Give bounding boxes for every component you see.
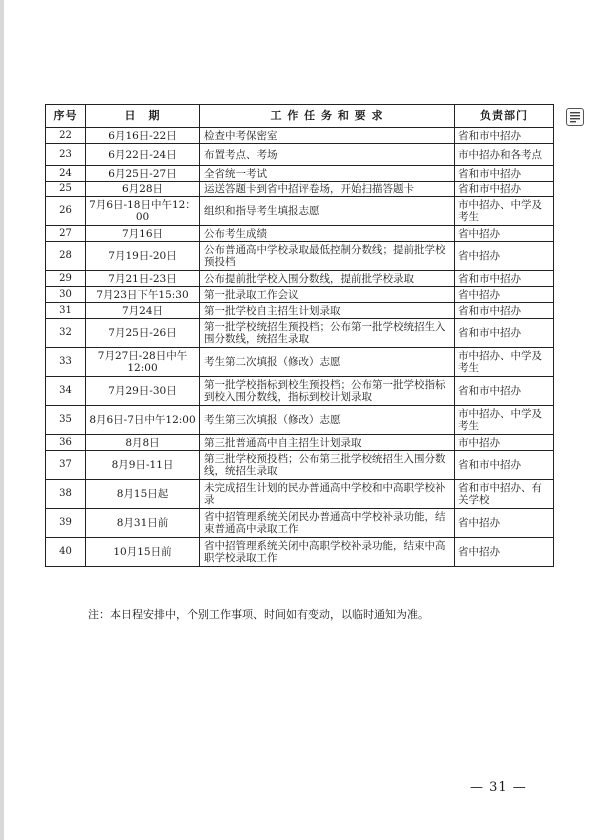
document-list-icon[interactable] xyxy=(566,108,584,126)
row-department: 市中招办和各考点 xyxy=(455,144,554,166)
table-row xyxy=(46,348,554,377)
row-department: 省和市中招办 xyxy=(455,303,554,319)
row-department: 省和市中招办 xyxy=(455,319,554,348)
table-row xyxy=(46,242,554,271)
row-task: 第三批学校预投档；公布第三批学校统招生入围分数线，统招生录取 xyxy=(200,451,455,480)
row-date: 6月28日 xyxy=(86,182,200,197)
row-number: 36 xyxy=(46,435,86,451)
row-number: 25 xyxy=(46,182,86,197)
row-task: 全省统一考试 xyxy=(200,166,455,182)
row-date: 7月27日-28日中午12:00 xyxy=(86,348,200,377)
table-row xyxy=(46,451,554,480)
table-row xyxy=(46,271,554,287)
table-row xyxy=(46,128,554,144)
row-date: 8月6日-7日中午12:00 xyxy=(86,406,200,435)
row-task: 第一批学校统招生预投档；公布第一批学校统招生入围分数线，统招生录取 xyxy=(200,319,455,348)
row-department: 省中招办 xyxy=(455,226,554,242)
table-row xyxy=(46,182,554,197)
table-row xyxy=(46,319,554,348)
row-number: 31 xyxy=(46,303,86,319)
row-task: 公布普通高中学校录取最低控制分数线；提前批学校预投档 xyxy=(200,242,455,271)
row-department: 省和市中招办 xyxy=(455,182,554,197)
row-task: 第一批学校指标到校生预投档；公布第一批学校指标到校入围分数线，指标到校计划录取 xyxy=(200,377,455,406)
header-date: 日 期 xyxy=(86,105,200,128)
header-no: 序号 xyxy=(46,105,86,128)
row-task: 考生第三次填报（修改）志愿 xyxy=(200,406,455,435)
row-task: 检查中考保密室 xyxy=(200,128,455,144)
row-number: 22 xyxy=(46,128,86,144)
row-department: 省和市中招办 xyxy=(455,166,554,182)
row-department: 省中招办 xyxy=(455,538,554,567)
table-row xyxy=(46,303,554,319)
row-date: 6月25日-27日 xyxy=(86,166,200,182)
page-edge xyxy=(0,0,4,840)
row-task: 组织和指导考生填报志愿 xyxy=(200,197,455,226)
row-task: 考生第二次填报（修改）志愿 xyxy=(200,348,455,377)
row-date: 7月25日-26日 xyxy=(86,319,200,348)
row-date: 7月23日下午15:30 xyxy=(86,287,200,303)
row-department: 省和市中招办、有关学校 xyxy=(455,480,554,509)
table-body xyxy=(46,128,554,567)
row-number: 33 xyxy=(46,348,86,377)
row-task: 省中招管理系统关闭民办普通高中学校补录功能，结束普通高中录取工作 xyxy=(200,509,455,538)
row-task: 第一批学校自主招生计划录取 xyxy=(200,303,455,319)
row-number: 34 xyxy=(46,377,86,406)
row-date: 6月22日-24日 xyxy=(86,144,200,166)
row-number: 29 xyxy=(46,271,86,287)
table-row xyxy=(46,509,554,538)
row-department: 市中招办 xyxy=(455,435,554,451)
table-row xyxy=(46,287,554,303)
row-date: 8月9日-11日 xyxy=(86,451,200,480)
row-date: 10月15日前 xyxy=(86,538,200,567)
row-task: 第一批录取工作会议 xyxy=(200,287,455,303)
table-row xyxy=(46,480,554,509)
row-date: 8月31日前 xyxy=(86,509,200,538)
table-row xyxy=(46,226,554,242)
row-department: 市中招办、中学及考生 xyxy=(455,197,554,226)
row-department: 省和市中招办 xyxy=(455,271,554,287)
row-date: 7月6日-18日中午12：00 xyxy=(86,197,200,226)
row-task: 未完成招生计划的民办普通高中学校和中高职学校补录 xyxy=(200,480,455,509)
row-department: 省中招办 xyxy=(455,287,554,303)
header-task: 工 作 任 务 和 要 求 xyxy=(200,105,455,128)
row-date: 7月29日-30日 xyxy=(86,377,200,406)
row-number: 23 xyxy=(46,144,86,166)
row-number: 40 xyxy=(46,538,86,567)
row-number: 38 xyxy=(46,480,86,509)
row-date: 7月24日 xyxy=(86,303,200,319)
table-header-row xyxy=(46,105,554,128)
page-number: — 31 — xyxy=(470,780,527,795)
row-number: 30 xyxy=(46,287,86,303)
row-task: 省中招管理系统关闭中高职学校补录功能，结束中高职学校录取工作 xyxy=(200,538,455,567)
row-number: 28 xyxy=(46,242,86,271)
row-number: 35 xyxy=(46,406,86,435)
row-department: 省中招办 xyxy=(455,509,554,538)
row-number: 24 xyxy=(46,166,86,182)
row-number: 26 xyxy=(46,197,86,226)
row-number: 37 xyxy=(46,451,86,480)
table-row xyxy=(46,377,554,406)
row-date: 7月21日-23日 xyxy=(86,271,200,287)
row-date: 7月19日-20日 xyxy=(86,242,200,271)
row-department: 市中招办、中学及考生 xyxy=(455,348,554,377)
row-date: 8月15日起 xyxy=(86,480,200,509)
footnote: 注：本日程安排中，个别工作事项、时间如有变动，以临时通知为准。 xyxy=(88,608,429,621)
table-row xyxy=(46,144,554,166)
row-department: 省中招办 xyxy=(455,242,554,271)
row-date: 8月8日 xyxy=(86,435,200,451)
table-row xyxy=(46,406,554,435)
schedule-table xyxy=(45,104,554,567)
row-date: 7月16日 xyxy=(86,226,200,242)
row-department: 省和市中招办 xyxy=(455,451,554,480)
row-date: 6月16日-22日 xyxy=(86,128,200,144)
row-department: 市中招办、中学及考生 xyxy=(455,406,554,435)
row-department: 省和市中招办 xyxy=(455,377,554,406)
row-number: 32 xyxy=(46,319,86,348)
row-task: 公布考生成绩 xyxy=(200,226,455,242)
table-row xyxy=(46,197,554,226)
table-row xyxy=(46,538,554,567)
row-number: 27 xyxy=(46,226,86,242)
row-task: 运送答题卡到省中招评卷场，开始扫描答题卡 xyxy=(200,182,455,197)
table-row xyxy=(46,166,554,182)
row-task: 公布提前批学校入围分数线，提前批学校录取 xyxy=(200,271,455,287)
row-task: 布置考点、考场 xyxy=(200,144,455,166)
row-number: 39 xyxy=(46,509,86,538)
row-department: 省和市中招办 xyxy=(455,128,554,144)
row-task: 第三批普通高中自主招生计划录取 xyxy=(200,435,455,451)
table-row xyxy=(46,435,554,451)
header-dept: 负责部门 xyxy=(455,105,554,128)
